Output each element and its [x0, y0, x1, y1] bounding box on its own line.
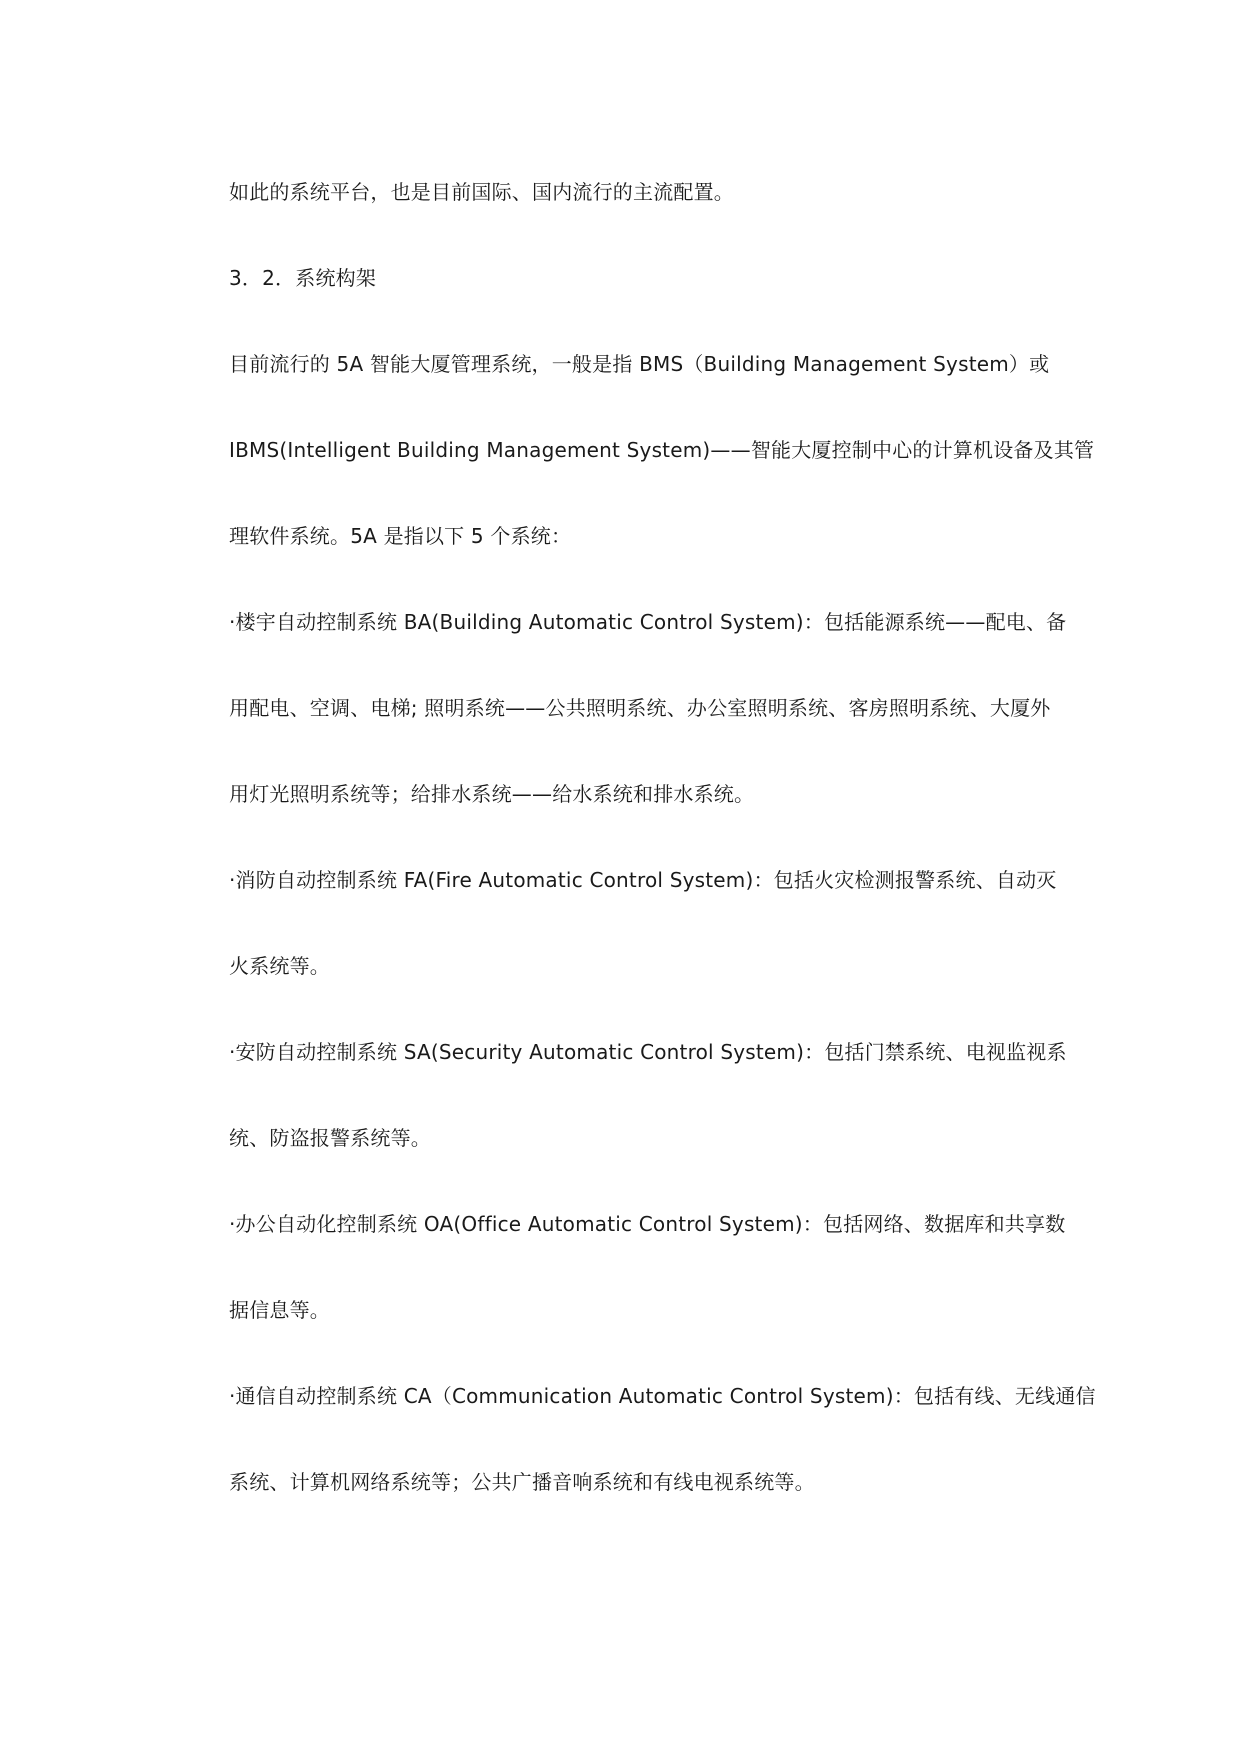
paragraph-line-5: 理软件系统。5A 是指以下 5 个系统：: [229, 524, 572, 548]
bullet-oa-line-1: ·办公自动化控制系统 OA(Office Automatic Control System)：包括网络、数据库和共享数: [229, 1212, 1066, 1236]
bullet-fa-line-2: 火系统等。: [229, 954, 330, 978]
paragraph-line-1: 如此的系统平台，也是目前国际、国内流行的主流配置。: [229, 180, 734, 204]
paragraph-line-3: 目前流行的 5A 智能大厦管理系统，一般是指 BMS（Building Management System）或: [229, 352, 1050, 376]
bullet-ba-line-1: ·楼宇自动控制系统 BA(Building Automatic Control System)：包括能源系统——配电、备: [229, 610, 1067, 634]
bullet-ba-line-3: 用灯光照明系统等；给排水系统——给水系统和排水系统。: [229, 782, 755, 806]
bullet-ba-line-2: 用配电、空调、电梯; 照明系统——公共照明系统、办公室照明系统、客房照明系统、大厦外: [229, 696, 1051, 720]
bullet-ca-line-1: ·通信自动控制系统 CA（Communication Automatic Control System)：包括有线、无线通信: [229, 1384, 1096, 1408]
paragraph-line-4: IBMS(Intelligent Building Management System)——智能大厦控制中心的计算机设备及其管: [229, 438, 1095, 462]
bullet-ca-line-2: 系统、计算机网络系统等；公共广播音响系统和有线电视系统等。: [229, 1470, 815, 1494]
bullet-sa-line-1: ·安防自动控制系统 SA(Security Automatic Control System)：包括门禁系统、电视监视系: [229, 1040, 1067, 1064]
section-heading: 3．2．系统构架: [229, 266, 377, 290]
bullet-fa-line-1: ·消防自动控制系统 FA(Fire Automatic Control System)：包括火灾检测报警系统、自动灭: [229, 868, 1057, 892]
bullet-sa-line-2: 统、防盗报警系统等。: [229, 1126, 431, 1150]
bullet-oa-line-2: 据信息等。: [229, 1298, 330, 1322]
